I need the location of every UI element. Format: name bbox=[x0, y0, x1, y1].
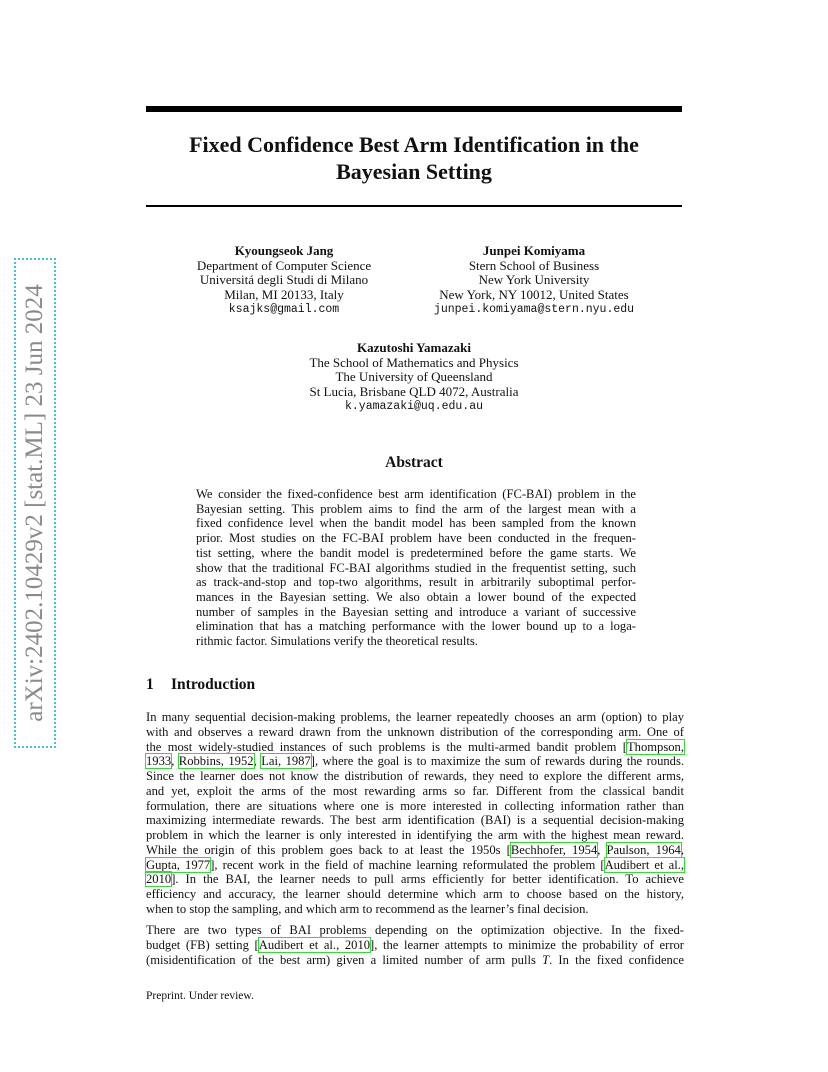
author-block-2 bbox=[416, 244, 652, 318]
text-line: maximizing intermediate rewards. The best arm identification (BAI) is a sequential decision-making bbox=[146, 813, 684, 828]
text-line: (misidentification of the best arm) given a limited number of arm pulls T. In the fixed confidence bbox=[146, 952, 685, 967]
text-line: the most widely-studied instances of such problems is the multi-armed bandit problem [Thompson, bbox=[146, 739, 684, 754]
text-line: formulation, there are situations where one is more interested in collecting information rather than bbox=[146, 798, 684, 813]
text-line: While the origin of this problem goes back to at least the 1950s [Bechhofer, 1954, Paulson, 1964, bbox=[146, 842, 685, 857]
text-line: with and observes a reward drawn from the unknown distribution of the corresponding arm. One of bbox=[146, 724, 684, 739]
text-line: budget (FB) setting [Audibert et al., 2010], the learner attempts to minimize the probability of error bbox=[146, 937, 685, 952]
section-number: 1 bbox=[146, 676, 154, 693]
author-affiliation: Universitá degli Studi di Milano bbox=[199, 272, 369, 288]
abstract-line: rithmic factor. Simulations verify the theoretical results. bbox=[196, 634, 478, 649]
introduction-paragraph-1 bbox=[146, 710, 684, 917]
citation-link[interactable]: Audibert et al., 2010 bbox=[258, 937, 371, 952]
abstract-line: Bayesian setting. This problem aims to find the arm of the largest mean with a bbox=[196, 501, 636, 516]
paper-title bbox=[146, 131, 682, 185]
arxiv-watermark bbox=[14, 258, 56, 748]
text-line: There are two types of BAI problems depending on the optimization objective. In the fixed- bbox=[146, 923, 684, 937]
abstract-line: We consider the fixed-confidence best arm identification (FC-BAI) problem in the bbox=[196, 487, 636, 501]
author-address: New York, NY 10012, United States bbox=[439, 287, 629, 303]
title-bottom-rule bbox=[146, 205, 682, 207]
abstract-line: prior. Most studies on the FC-BAI problem have been conducted in the frequen- bbox=[196, 531, 636, 546]
abstract-body bbox=[196, 487, 636, 649]
text-line: 1933, Robbins, 1952, Lai, 1987], where the goal is to maximize the sum of rewards during the rounds. bbox=[146, 754, 685, 769]
text-line: Since the learner does not know the distribution of rewards, they need to explore the different arms, bbox=[146, 769, 684, 783]
citation-link[interactable]: Robbins, 1952 bbox=[178, 754, 254, 769]
section-heading bbox=[146, 676, 255, 694]
abstract-line: number of samples in the Bayesian setting and introduce a variant of successive bbox=[196, 604, 636, 619]
abstract-line: fixed confidence level when the bandit model has been sampled from the known bbox=[196, 516, 636, 531]
title-top-rule bbox=[146, 106, 682, 112]
text-line: In many sequential decision-making problems, the learner repeatedly chooses an arm (option) to play bbox=[146, 710, 684, 724]
text-line: Gupta, 1977], recent work in the field of machine learning reformulated the problem [Audibert et al., bbox=[146, 857, 684, 872]
abstract-line: show that the traditional FC-BAI algorithms studied in the frequentist setting, such bbox=[196, 560, 636, 575]
section-title: Introduction bbox=[171, 676, 256, 693]
abstract-line: elimination that has a matching performance with the lower bound up to a loga- bbox=[196, 619, 636, 634]
title-line-2: Bayesian Setting bbox=[336, 159, 492, 184]
author-affiliation: The School of Mathematics and Physics bbox=[309, 354, 519, 370]
author-email[interactable]: ksajks@gmail.com bbox=[228, 302, 340, 316]
citation-link[interactable]: Audibert et al., bbox=[604, 857, 684, 872]
author-block-3 bbox=[264, 341, 564, 415]
text-line: and yet, exploit the arms of the most rewarding arms so far. Different from the classical bandit bbox=[146, 783, 684, 798]
citation-link[interactable]: Thompson, bbox=[626, 739, 684, 754]
author-email[interactable]: junpei.komiyama@stern.nyu.edu bbox=[433, 302, 635, 316]
author-affiliation: New York University bbox=[478, 272, 590, 288]
abstract-line: mances in the Bayesian setting. We also obtain a lower bound of the expected bbox=[196, 589, 636, 604]
title-line-1: Fixed Confidence Best Arm Identification in the bbox=[189, 132, 639, 157]
citation-link[interactable]: Paulson, 1964 bbox=[606, 842, 681, 857]
author-name: Kazutoshi Yamazaki bbox=[357, 340, 471, 355]
math-variable: T bbox=[542, 952, 550, 967]
author-block-1 bbox=[166, 244, 402, 318]
text-line: 2010]. In the BAI, the learner needs to pull arms efficiently for better identification. To achieve bbox=[146, 872, 684, 887]
abstract-line: as track-and-stop and top-two algorithms, result in arbitrarily suboptimal perfor- bbox=[196, 575, 636, 590]
author-name: Kyoungseok Jang bbox=[234, 243, 334, 258]
abstract-heading: Abstract bbox=[385, 454, 443, 471]
author-address: Milan, MI 20133, Italy bbox=[224, 287, 344, 303]
author-affiliation: Department of Computer Science bbox=[196, 257, 372, 273]
text-line: when to stop the sampling, and which arm to recommend as the learner’s final decision. bbox=[146, 901, 589, 916]
author-address: St Lucia, Brisbane QLD 4072, Australia bbox=[309, 384, 519, 400]
author-email[interactable]: k.yamazaki@uq.edu.au bbox=[344, 399, 484, 413]
text-line: efficiency and accuracy, the learner should determine which arm to choose based on the history, bbox=[146, 887, 684, 901]
citation-link[interactable]: 2010 bbox=[146, 872, 172, 887]
arxiv-identifier[interactable]: arXiv:2402.10429v2 [stat.ML] 23 Jun 2024 bbox=[21, 284, 48, 722]
preprint-footer: Preprint. Under review. bbox=[146, 990, 254, 1002]
citation-link[interactable]: Gupta, 1977 bbox=[146, 857, 211, 872]
abstract-line: tist setting, where the bandit model is predetermined before the game starts. We bbox=[196, 545, 636, 560]
text-line: problem in which the learner is only interested in identifying the arm with the highest mean reward. bbox=[146, 828, 684, 842]
citation-link[interactable]: Lai, 1987 bbox=[261, 754, 311, 769]
introduction-paragraph-2 bbox=[146, 923, 684, 967]
author-affiliation: The University of Queensland bbox=[335, 369, 493, 385]
citation-link[interactable]: Bechhofer, 1954 bbox=[510, 842, 598, 857]
citation-link[interactable]: 1933 bbox=[146, 754, 172, 769]
author-name: Junpei Komiyama bbox=[482, 243, 586, 258]
author-affiliation: Stern School of Business bbox=[468, 257, 600, 273]
